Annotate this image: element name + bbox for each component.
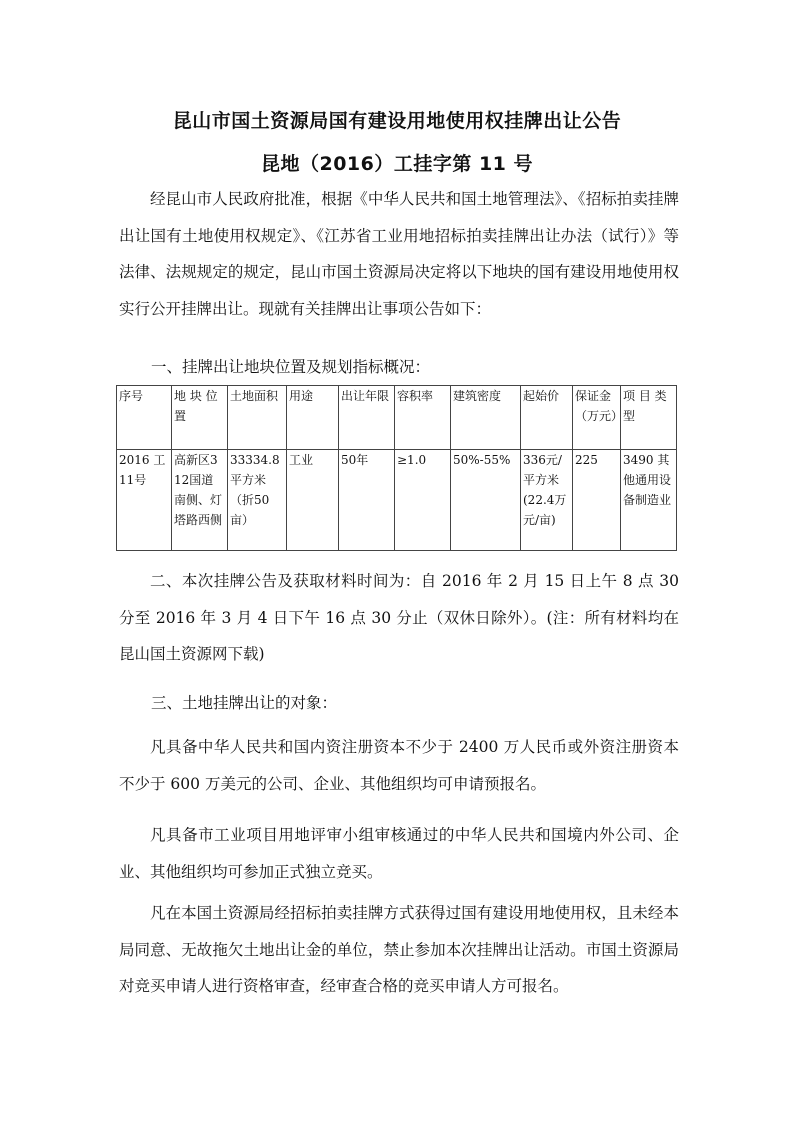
section-1-heading: 一、挂牌出让地块位置及规划指标概况： <box>151 358 431 376</box>
table-cell: 3490 其他通用设备制造业 <box>621 450 677 551</box>
table-cell: 高新区312国道南侧、灯塔路西侧 <box>172 450 228 551</box>
header-cell: 序号 <box>117 386 172 450</box>
header-cell: 项 目 类型 <box>621 386 677 450</box>
header-cell: 容积率 <box>395 386 451 450</box>
table-cell: 工业 <box>287 450 339 551</box>
table-cell: 336元/平方米(22.4万元/亩) <box>521 450 573 551</box>
table-cell: 50%-55% <box>451 450 521 551</box>
land-parcel-table <box>116 385 677 551</box>
table-row <box>117 450 677 551</box>
table-cell: 225 <box>573 450 621 551</box>
header-cell: 起始价 <box>521 386 573 450</box>
table-cell: ≥1.0 <box>395 450 451 551</box>
table-cell: 33334.8平方米（折50亩） <box>228 450 287 551</box>
document-number: 昆地（2016）工挂字第 11 号 <box>260 153 534 175</box>
eligibility-paragraph-1: 凡具备中华人民共和国内资注册资本不少于 2400 万人民币或外资注册资本不少于 600 万美元的公司、企业、其他组织均可申请预报名。 <box>119 738 679 793</box>
table-cell: 50年 <box>339 450 395 551</box>
table-cell: 2016 工11号 <box>117 450 172 551</box>
section-2-paragraph: 二、本次挂牌公告及获取材料时间为：自 2016 年 2 月 15 日上午 8 点 30 分至 2016 年 3 月 4 日下午 16 点 30 分止（双休日除外）。(注：所有材料均在昆山国土资源网下载) <box>119 572 679 663</box>
document-title: 昆山市国土资源局国有建设用地使用权挂牌出让公告 <box>172 110 622 132</box>
section-3-heading: 三、土地挂牌出让的对象： <box>151 694 338 712</box>
intro-paragraph: 经昆山市人民政府批准，根据《中华人民共和国土地管理法》、《招标拍卖挂牌出让国有土地使用权规定》、《江苏省工业用地招标拍卖挂牌出让办法（试行）》等法律、法规规定的规定，昆山市国土资源局决定将以下地块的国有建设用地使用权实行公开挂牌出让。现就有关挂牌出让事项公告如下： <box>119 190 679 318</box>
eligibility-paragraph-3: 凡在本国土资源局经招标拍卖挂牌方式获得过国有建设用地使用权，且未经本局同意、无故拖欠土地出让金的单位，禁止参加本次挂牌出让活动。市国土资源局对竞买申请人进行资格审查，经审查合格的竞买申请人方可报名。 <box>119 904 679 995</box>
header-cell: 保证金（万元） <box>573 386 621 450</box>
eligibility-paragraph-2: 凡具备市工业项目用地评审小组审核通过的中华人民共和国境内外公司、企业、其他组织均可参加正式独立竞买。 <box>119 826 679 881</box>
header-cell: 出让年限 <box>339 386 395 450</box>
header-cell: 土地面积 <box>228 386 287 450</box>
header-cell: 建筑密度 <box>451 386 521 450</box>
header-cell: 地 块 位置 <box>172 386 228 450</box>
table-header-row <box>117 386 677 450</box>
header-cell: 用途 <box>287 386 339 450</box>
